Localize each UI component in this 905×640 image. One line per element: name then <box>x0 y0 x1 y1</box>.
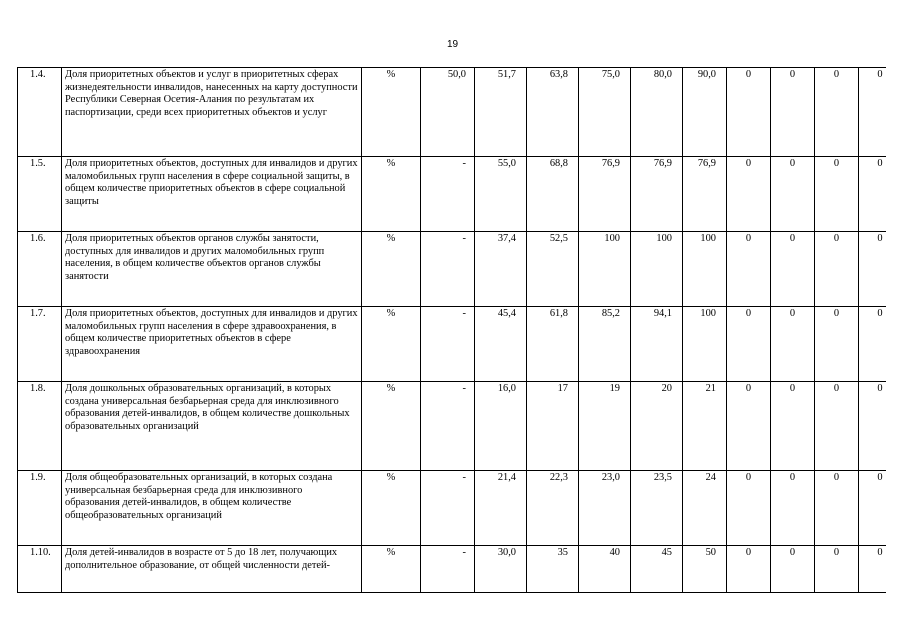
table-row <box>18 546 887 594</box>
row-number-cell: 1.9. <box>18 471 62 546</box>
value-cell-7: 0 <box>727 157 771 232</box>
value-cell-6: 50 <box>683 546 727 594</box>
value-cell-1: - <box>421 546 475 594</box>
value-cell-7: 0 <box>727 546 771 594</box>
value-cell-4: 85,2 <box>579 307 631 382</box>
indicator-description-cell: Доля приоритетных объектов, доступных для инвалидов и других маломобильных групп населения в сфере социальной защиты, в общем количестве приоритетных объектов в сфере социальной защиты <box>62 157 362 232</box>
value-cell-6: 76,9 <box>683 157 727 232</box>
unit-cell: % <box>362 68 421 157</box>
value-cell-10: 0 <box>859 68 887 157</box>
value-cell-2: 37,4 <box>475 232 527 307</box>
row-number-cell: 1.8. <box>18 382 62 471</box>
value-cell-10: 0 <box>859 307 887 382</box>
value-cell-1: - <box>421 157 475 232</box>
value-cell-3: 61,8 <box>527 307 579 382</box>
indicators-table <box>17 67 886 593</box>
value-cell-9: 0 <box>815 68 859 157</box>
row-number-cell: 1.10. <box>18 546 62 594</box>
value-cell-7: 0 <box>727 382 771 471</box>
row-number-cell: 1.5. <box>18 157 62 232</box>
value-cell-2: 51,7 <box>475 68 527 157</box>
unit-cell: % <box>362 546 421 594</box>
value-cell-5: 20 <box>631 382 683 471</box>
value-cell-2: 16,0 <box>475 382 527 471</box>
value-cell-8: 0 <box>771 471 815 546</box>
value-cell-3: 63,8 <box>527 68 579 157</box>
value-cell-5: 45 <box>631 546 683 594</box>
unit-cell: % <box>362 307 421 382</box>
unit-cell: % <box>362 157 421 232</box>
table-row <box>18 232 887 307</box>
value-cell-4: 76,9 <box>579 157 631 232</box>
value-cell-4: 19 <box>579 382 631 471</box>
table-row <box>18 471 887 546</box>
value-cell-3: 22,3 <box>527 471 579 546</box>
value-cell-3: 52,5 <box>527 232 579 307</box>
value-cell-2: 30,0 <box>475 546 527 594</box>
table-row <box>18 307 887 382</box>
value-cell-8: 0 <box>771 157 815 232</box>
value-cell-1: - <box>421 382 475 471</box>
value-cell-10: 0 <box>859 232 887 307</box>
value-cell-6: 100 <box>683 232 727 307</box>
value-cell-9: 0 <box>815 307 859 382</box>
value-cell-6: 90,0 <box>683 68 727 157</box>
value-cell-1: 50,0 <box>421 68 475 157</box>
value-cell-4: 23,0 <box>579 471 631 546</box>
value-cell-3: 35 <box>527 546 579 594</box>
value-cell-10: 0 <box>859 546 887 594</box>
value-cell-9: 0 <box>815 157 859 232</box>
value-cell-2: 55,0 <box>475 157 527 232</box>
value-cell-5: 80,0 <box>631 68 683 157</box>
value-cell-10: 0 <box>859 382 887 471</box>
indicators-table-body <box>18 68 887 594</box>
value-cell-8: 0 <box>771 382 815 471</box>
value-cell-8: 0 <box>771 232 815 307</box>
row-number-cell: 1.7. <box>18 307 62 382</box>
value-cell-7: 0 <box>727 68 771 157</box>
indicator-description-cell: Доля приоритетных объектов и услуг в приоритетных сферах жизнедеятельности инвалидов, нанесенных на карту доступности Республики Северная Осетия-Алания по результатам их паспортизации, среди всех приоритетных объектов и услуг <box>62 68 362 157</box>
value-cell-1: - <box>421 232 475 307</box>
indicator-description-cell: Доля общеобразовательных организаций, в которых создана универсальная безбарьерная среда для инклюзивного образования детей-инвалидов, в общем количестве общеобразовательных организаций <box>62 471 362 546</box>
table-row <box>18 157 887 232</box>
value-cell-5: 76,9 <box>631 157 683 232</box>
value-cell-6: 24 <box>683 471 727 546</box>
value-cell-9: 0 <box>815 471 859 546</box>
value-cell-10: 0 <box>859 471 887 546</box>
indicator-description-cell: Доля дошкольных образовательных организаций, в которых создана универсальная безбарьерная среда для инклюзивного образования детей-инвалидов, в общем количестве дошкольных образовательных организаций <box>62 382 362 471</box>
indicator-description-cell: Доля детей-инвалидов в возрасте от 5 до 18 лет, получающих дополнительное образование, от общей численности детей- <box>62 546 362 594</box>
unit-cell: % <box>362 471 421 546</box>
value-cell-3: 68,8 <box>527 157 579 232</box>
value-cell-6: 100 <box>683 307 727 382</box>
value-cell-7: 0 <box>727 307 771 382</box>
row-number-cell: 1.6. <box>18 232 62 307</box>
value-cell-8: 0 <box>771 546 815 594</box>
indicator-description-cell: Доля приоритетных объектов, доступных для инвалидов и других маломобильных групп населения в сфере здравоохранения, в общем количестве приоритетных объектов в сфере здравоохранения <box>62 307 362 382</box>
unit-cell: % <box>362 382 421 471</box>
value-cell-3: 17 <box>527 382 579 471</box>
value-cell-1: - <box>421 471 475 546</box>
value-cell-2: 21,4 <box>475 471 527 546</box>
page-number: 19 <box>446 39 459 50</box>
value-cell-8: 0 <box>771 68 815 157</box>
value-cell-4: 75,0 <box>579 68 631 157</box>
value-cell-5: 23,5 <box>631 471 683 546</box>
value-cell-1: - <box>421 307 475 382</box>
value-cell-9: 0 <box>815 232 859 307</box>
row-number-cell: 1.4. <box>18 68 62 157</box>
table-row <box>18 68 887 157</box>
value-cell-2: 45,4 <box>475 307 527 382</box>
value-cell-4: 100 <box>579 232 631 307</box>
value-cell-4: 40 <box>579 546 631 594</box>
value-cell-7: 0 <box>727 471 771 546</box>
value-cell-9: 0 <box>815 382 859 471</box>
value-cell-10: 0 <box>859 157 887 232</box>
value-cell-5: 94,1 <box>631 307 683 382</box>
value-cell-5: 100 <box>631 232 683 307</box>
unit-cell: % <box>362 232 421 307</box>
value-cell-6: 21 <box>683 382 727 471</box>
value-cell-7: 0 <box>727 232 771 307</box>
indicator-description-cell: Доля приоритетных объектов органов службы занятости, доступных для инвалидов и других маломобильных групп населения, в общем количестве объектов органов службы занятости <box>62 232 362 307</box>
indicators-table-container <box>17 67 886 593</box>
value-cell-9: 0 <box>815 546 859 594</box>
value-cell-8: 0 <box>771 307 815 382</box>
table-row <box>18 382 887 471</box>
